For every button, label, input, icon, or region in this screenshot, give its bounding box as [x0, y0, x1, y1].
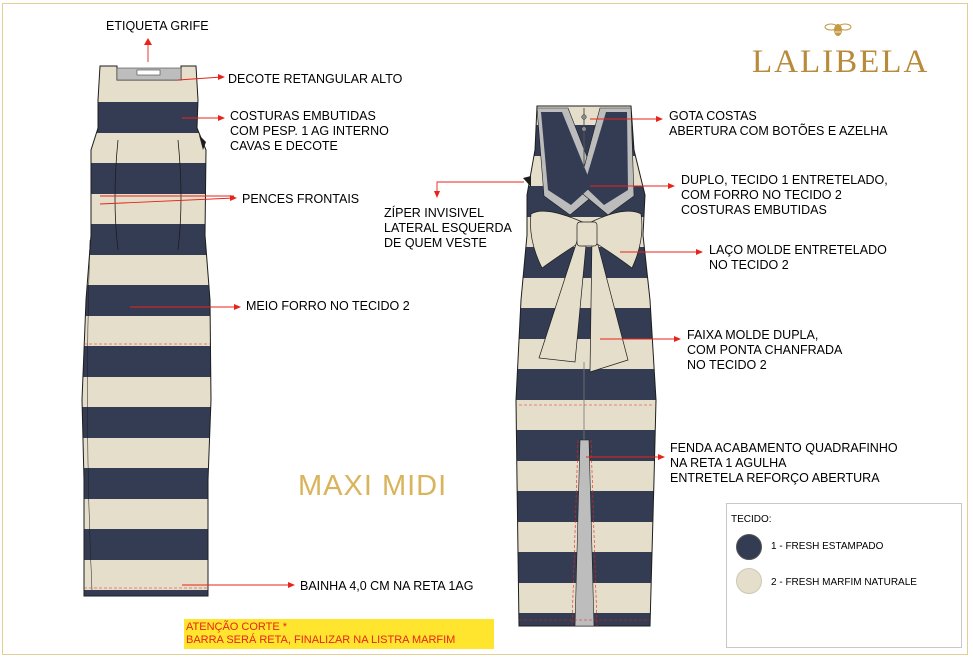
arrow-ziper — [437, 182, 524, 195]
bee-icon — [825, 24, 851, 36]
navy-stripe — [70, 590, 230, 621]
label-meio-forro: MEIO FORRO NO TECIDO 2 — [246, 299, 410, 313]
navy-stripe — [70, 468, 230, 499]
cut-warning-line2: BARRA SERÁ RETA, FINALIZAR NA LISTRA MARFIM — [186, 634, 456, 646]
label-etiqueta: ETIQUETA GRIFE — [106, 19, 209, 33]
legend-swatch-fabric-2 — [736, 568, 762, 594]
navy-stripe — [505, 308, 665, 339]
legend-label-fabric-2: 2 - FRESH MARFIM NATURALE — [771, 577, 917, 588]
label-pences: PENCES FRONTAIS — [242, 192, 360, 206]
legend-swatch-fabric-1 — [736, 534, 762, 560]
label-gota: GOTA COSTAS ABERTURA COM BOTÕES E AZELHA — [669, 109, 888, 138]
navy-stripe — [70, 529, 230, 560]
cut-warning-line1: ATENÇÃO CORTE * — [186, 621, 288, 633]
navy-stripe — [70, 346, 230, 377]
label-decote: DECOTE RETANGULAR ALTO — [228, 72, 403, 86]
garment-title: MAXI MIDI — [298, 470, 448, 502]
label-faixa: FAIXA MOLDE DUPLA, COM PONTA CHANFRADA NO TECIDO 2 — [687, 328, 843, 372]
button-icon — [582, 127, 587, 132]
brand-logo: LALIBELA — [752, 44, 930, 80]
zipper-pull-icon — [523, 176, 531, 187]
button-icon — [582, 115, 587, 120]
label-tag-icon — [137, 70, 160, 75]
navy-stripe — [70, 285, 230, 316]
navy-stripe — [70, 407, 230, 438]
label-ziper: ZÍPER INVISIVEL LATERAL ESQUERDA DE QUEM VESTE — [384, 206, 512, 250]
back-view — [505, 100, 665, 644]
label-bainha: BAINHA 4,0 CM NA RETA 1AG — [300, 579, 474, 593]
label-duplo: DUPLO, TECIDO 1 ENTRETELADO, COM FORRO NO TECIDO 2 COSTURAS EMBUTIDAS — [681, 173, 888, 217]
front-view — [70, 60, 230, 621]
bow-knot — [577, 222, 597, 246]
cut-warning-box — [184, 619, 494, 649]
label-fenda: FENDA ACABAMENTO QUADRAFINHO NA RETA 1 AGULHA ENTRETELA REFORÇO ABERTURA — [670, 441, 898, 485]
legend-heading: TECIDO: — [731, 514, 772, 525]
label-costuras: COSTURAS EMBUTIDAS COM PESP. 1 AG INTERNO CAVAS E DECOTE — [230, 109, 389, 153]
navy-stripe — [505, 369, 665, 400]
legend-label-fabric-1: 1 - FRESH ESTAMPADO — [771, 541, 884, 552]
navy-stripe — [70, 102, 230, 133]
label-laco: LAÇO MOLDE ENTRETELADO NO TECIDO 2 — [709, 243, 887, 272]
fabric-legend — [726, 503, 962, 648]
